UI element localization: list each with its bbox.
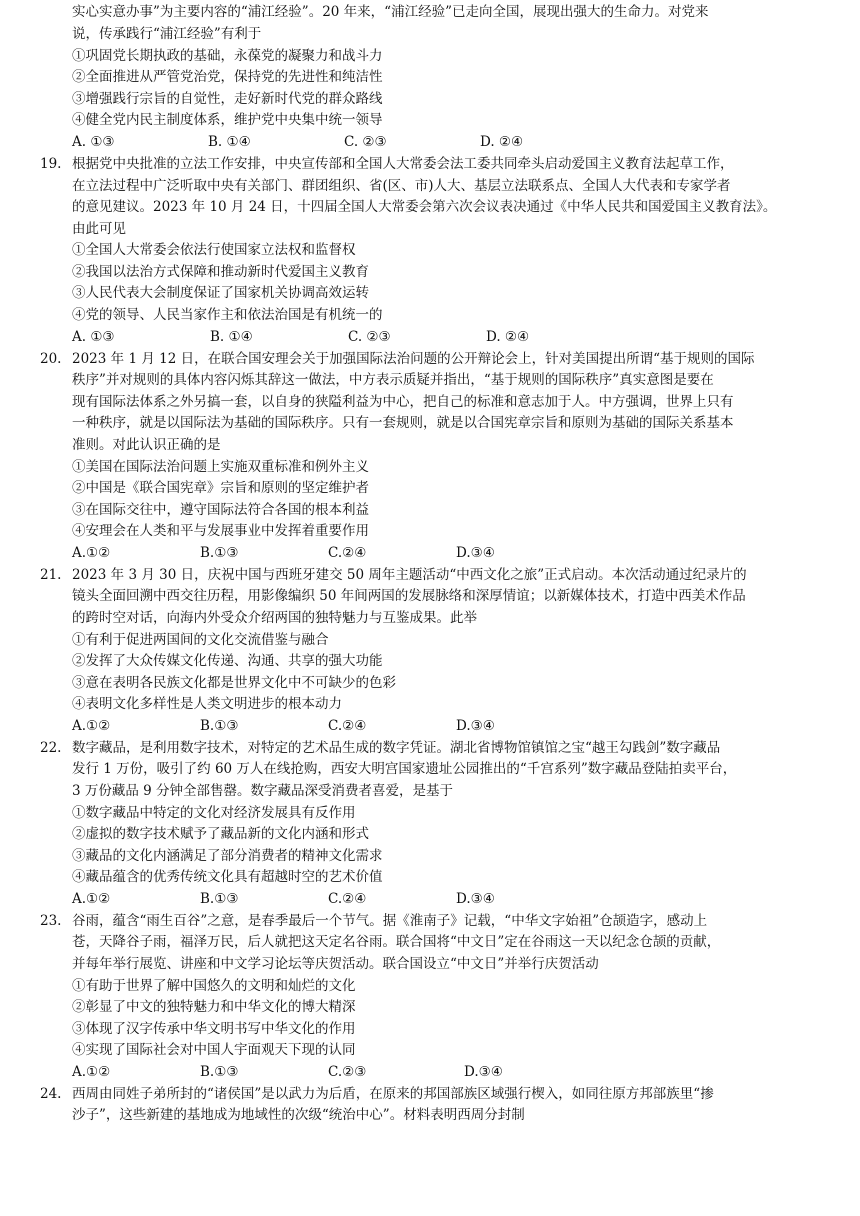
question-text-line: 准则。对此认识正确的是	[72, 437, 221, 453]
option-item: ④党的领导、人民当家作主和依法治国是有机统一的	[72, 307, 383, 323]
choice-a: A.①②	[72, 545, 111, 561]
option-item: ①全国人大常委会依法行使国家立法权和监督权	[72, 242, 356, 258]
question-number: 24.	[40, 1086, 62, 1102]
choice-d: D. ②④	[480, 134, 524, 150]
question-text-line: 苍，天降谷子雨，福泽万民，后人就把这天定名谷雨。联合国将“中文日”定在谷雨这一天以纪念仓颉的贡献，	[72, 934, 721, 950]
answer-choices	[72, 716, 495, 738]
option-item: ①巩固党长期执政的基础，永葆党的凝聚力和战斗力	[72, 48, 383, 64]
option-item: ①美国在国际法治问题上实施双重标准和例外主义	[72, 459, 369, 475]
option-item: ③意在表明各民族文化都是世界文化中不可缺少的色彩	[72, 675, 396, 691]
choice-d: D.③④	[456, 545, 495, 561]
option-item: ②中国是《联合国宪章》宗旨和原则的坚定维护者	[72, 480, 369, 496]
option-item: ④安理会在人类和平与发展事业中发挥着重要作用	[72, 523, 369, 539]
option-item: ④藏品蕴含的优秀传统文化具有超越时空的艺术价值	[72, 869, 383, 885]
choice-a: A. ①③	[72, 329, 115, 345]
option-item: ④表明文化多样性是人类文明进步的根本动力	[72, 696, 342, 712]
choice-b: B. ①④	[210, 329, 253, 345]
choice-c: C.②④	[328, 718, 367, 734]
question-text-line: 并每年举行展览、讲座和中文学习论坛等庆贺活动。联合国设立“中文日”并举行庆贺活动	[72, 956, 599, 972]
question-text-line: 2023 年 3 月 30 日，庆祝中国与西班牙建交 50 周年主题活动“中西文化之旅”正式启动。本次活动通过纪录片的	[72, 567, 747, 583]
question-text-line: 数字藏品，是利用数字技术，对特定的艺术品生成的数字凭证。湖北省博物馆镇馆之宝“越王勾践剑”数字藏品	[72, 740, 721, 756]
option-item: ①有助于世界了解中国悠久的文明和灿烂的文化	[72, 978, 356, 994]
question-text-line: 沙子”，这些新建的基地成为地域性的次级“统治中心”。材料表明西周分封制	[72, 1107, 525, 1123]
question-text-line: 秩序”并对规则的具体内容闪烁其辞这一做法，中方表示质疑并指出，“基于规则的国际秩序”真实意图是要在	[72, 372, 714, 388]
question-text-line: 根据党中央批准的立法工作安排，中央宣传部和全国人大常委会法工委共同牵头启动爱国主义教育法起草工作，	[72, 156, 734, 172]
option-item: ②发挥了大众传媒文化传递、沟通、共享的强大功能	[72, 653, 383, 669]
option-item: ②彰显了中文的独特魅力和中华文化的博大精深	[72, 999, 356, 1015]
option-item: ①数字藏品中特定的文化对经济发展具有反作用	[72, 805, 356, 821]
choice-a: A.①②	[72, 718, 111, 734]
question-number: 21.	[40, 567, 62, 583]
answer-choices	[72, 889, 495, 911]
choice-c: C.②④	[328, 891, 367, 907]
question-text-line: 谷雨，蕴含“雨生百谷”之意，是春季最后一个节气。据《淮南子》记载，“中华文字始祖”仓颉造字，感动上	[72, 913, 708, 929]
choice-b: B.①③	[200, 545, 239, 561]
question-number: 23.	[40, 913, 62, 929]
question-number: 22.	[40, 740, 62, 756]
question-number: 20.	[40, 351, 62, 367]
question-text-line: 一种秩序，就是以国际法为基础的国际秩序。只有一套规则，就是以合国宪章宗旨和原则为基础的国际关系基本	[72, 415, 734, 431]
option-item: ③体现了汉字传承中华文明书写中华文化的作用	[72, 1021, 356, 1037]
choice-d: D.③④	[456, 718, 495, 734]
choice-a: A.①②	[72, 891, 111, 907]
option-item: ③增强践行宗旨的自觉性，走好新时代党的群众路线	[72, 91, 383, 107]
choice-c: C.②④	[328, 545, 367, 561]
option-item: ③藏品的文化内涵满足了部分消费者的精神文化需求	[72, 848, 383, 864]
question-text-line: 的跨时空对话，向海内外受众介绍两国的独特魅力与互鉴成果。此举	[72, 610, 477, 626]
question-text-line: 的意见建议。2023 年 10 月 24 日，十四届全国人大常委会第六次会议表决通过《中华人民共和国爱国主义教育法》。	[72, 199, 777, 215]
option-item: ②全面推进从严管党治党，保持党的先进性和纯洁性	[72, 69, 383, 85]
choice-b: B.①③	[200, 718, 239, 734]
option-item: ①有利于促进两国间的文化交流借鉴与融合	[72, 632, 329, 648]
choice-a: A.①②	[72, 1064, 111, 1080]
question-text-line: 发行 1 万份，吸引了约 60 万人在线抢购，西安大明宫国家遗址公园推出的“千宫系列”数字藏品登陆拍卖平台，	[72, 761, 737, 777]
option-item: ④健全党内民主制度体系，维护党中央集中统一领导	[72, 112, 383, 128]
choice-d: D.③④	[456, 891, 495, 907]
choice-a: A. ①③	[72, 134, 115, 150]
option-item: ②我国以法治方式保障和推动新时代爱国主义教育	[72, 264, 369, 280]
question-text-line: 由此可见	[72, 221, 126, 237]
choice-d: D. ②④	[486, 329, 530, 345]
choice-c: C.②③	[328, 1064, 367, 1080]
question-text-line: 镜头全面回溯中西交往历程，用影像编织 50 年间两国的发展脉络和深厚情谊；以新媒体技术，打造中西美术作品	[72, 588, 746, 604]
choice-b: B.①③	[200, 891, 239, 907]
intro-text-line: 说，传承践行“浦江经验”有利于	[72, 26, 262, 42]
question-text-line: 现有国际法体系之外另搞一套，以自身的狭隘利益为中心，把自己的标准和意志加于人。中方强调，世界上只有	[72, 394, 734, 410]
answer-choices	[72, 327, 529, 349]
choice-d: D.③④	[464, 1064, 503, 1080]
question-number: 19.	[40, 156, 62, 172]
choice-b: B.①③	[200, 1064, 239, 1080]
choice-c: C. ②③	[348, 329, 391, 345]
option-item: ③在国际交往中，遵守国际法符合各国的根本利益	[72, 502, 369, 518]
option-item: ④实现了国际社会对中国人宇面观天下现的认同	[72, 1042, 356, 1058]
answer-choices	[72, 543, 495, 565]
question-text-line: 西周由同姓子弟所封的“诸侯国”是以武力为后盾，在原来的邦国部族区域强行楔入，如同往原方邦部族里“掺	[72, 1086, 714, 1102]
choice-b: B. ①④	[208, 134, 251, 150]
choice-c: C. ②③	[344, 134, 387, 150]
question-text-line: 在立法过程中广泛听取中央有关部门、群团组织、省(区、市)人大、基层立法联系点、全国人大代表和专家学者	[72, 178, 731, 194]
answer-choices	[72, 1062, 503, 1084]
question-text-line: 2023 年 1 月 12 日，在联合国安理会关于加强国际法治问题的公开辩论会上，针对美国提出所谓“基于规则的国际	[72, 351, 755, 367]
answer-choices	[72, 132, 523, 154]
question-text-line: 3 万份藏品 9 分钟全部售罄。数字藏品深受消费者喜爱，是基于	[72, 783, 454, 799]
option-item: ②虚拟的数字技术赋予了藏品新的文化内涵和形式	[72, 826, 369, 842]
option-item: ③人民代表大会制度保证了国家机关协调高效运转	[72, 285, 369, 301]
intro-text-line: 实心实意办事”为主要内容的“浦江经验”。20 年来，“浦江经验”已走向全国，展现出强大的生命力。对党来	[72, 4, 709, 20]
